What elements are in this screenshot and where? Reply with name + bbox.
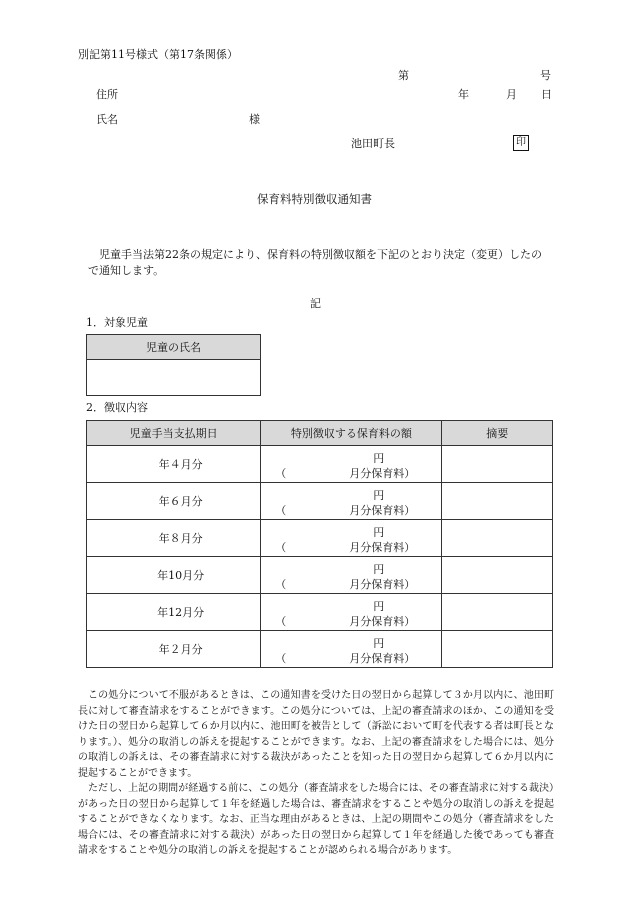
payment-period: 年８月分 [158,532,203,545]
seal-stamp: 印 [513,135,529,151]
form-label: 別記第11号様式（第17条関係） [78,48,238,61]
name-label: 氏名 [96,113,118,126]
child-name-cell [87,360,261,396]
address-label: 住所 [96,88,118,101]
remarks-cell [442,446,553,483]
number-suffix: 号 [540,69,551,82]
amount-cell: 円 （ 月分保育料） [275,526,416,554]
table-row [87,631,553,668]
section1-heading: 1．対象児童 [86,316,148,329]
document-title: 保育料特別徴収通知書 [257,192,372,206]
appeal-notice [78,688,554,859]
appeal-paragraph-1: この処分について不服があるときは、この通知書を受けた日の翌日から起算して３か月以内に、池田町長に対して審査請求をすることができます。この処分については、上記の審査請求のほか、この通知を受けた日の翌日から起算して６か月以内に、池田町を被告として（訴訟において町を代表する者は町長となります。）、処分の取消しの訴えを提起することができます。なお、上記の審査請求をした場合には、処分の取消しの訴えは、その審査請求に対する裁決があったことを知った日の翌日から起算して６か月以内に提起することができます。 [78,690,554,779]
remarks-header: 摘要 [442,421,553,446]
amount-cell: 円 （ 月分保育料） [275,563,416,591]
amount-cell: 円 （ 月分保育料） [275,489,416,517]
remarks-cell [442,520,553,557]
child-table [86,334,261,396]
honorific: 様 [249,113,260,126]
section2-heading: 2．徴収内容 [86,401,148,414]
appeal-paragraph-2: ただし、上記の期間が経過する前に、この処分（審査請求をした場合には、その審査請求に対する裁決）があった日の翌日から起算して１年を経過した場合は、審査請求をすることや処分の取消しの訴えを提起することができなくなります。なお、正当な理由があるときは、上記の期間やこの処分（審査請求をした場合には、その審査請求に対する裁決）があった日の翌日から起算して１年を経過した後であっても審査請求をすることや処分の取消しの訴えを提起することが認められる場合があります。 [78,783,554,856]
payment-date-header: 児童手当支払期日 [87,421,261,446]
payment-period: 年６月分 [158,495,203,508]
date-month: 月 [506,88,517,101]
date-year: 年 [458,88,469,101]
payment-period: 年４月分 [158,458,203,471]
number-prefix: 第 [398,69,409,82]
table-row [87,557,553,594]
amount-cell: 円 （ 月分保育料） [275,637,416,665]
amount-cell: 円 （ 月分保育料） [275,452,416,480]
child-name-header: 児童の氏名 [87,335,261,360]
remarks-cell [442,483,553,520]
remarks-cell [442,631,553,668]
remarks-cell [442,594,553,631]
ki-label: 記 [310,297,321,310]
table-row [87,483,553,520]
amount-cell: 円 （ 月分保育料） [275,600,416,628]
issuer-name: 池田町長 [351,137,395,150]
payment-period: 年２月分 [158,643,203,656]
payment-period: 年10月分 [157,569,205,582]
table-row [87,594,553,631]
amount-header: 特別徴収する保育料の額 [261,421,442,446]
table-row [87,520,553,557]
intro-text: 児童手当法第22条の規定により、保育料の特別徴収額を下記のとおり決定（変更）したので通知します。 [88,248,542,277]
collection-table [86,420,553,668]
date-day: 日 [541,88,552,101]
remarks-cell [442,557,553,594]
payment-period: 年12月分 [157,606,205,619]
table-row [87,446,553,483]
